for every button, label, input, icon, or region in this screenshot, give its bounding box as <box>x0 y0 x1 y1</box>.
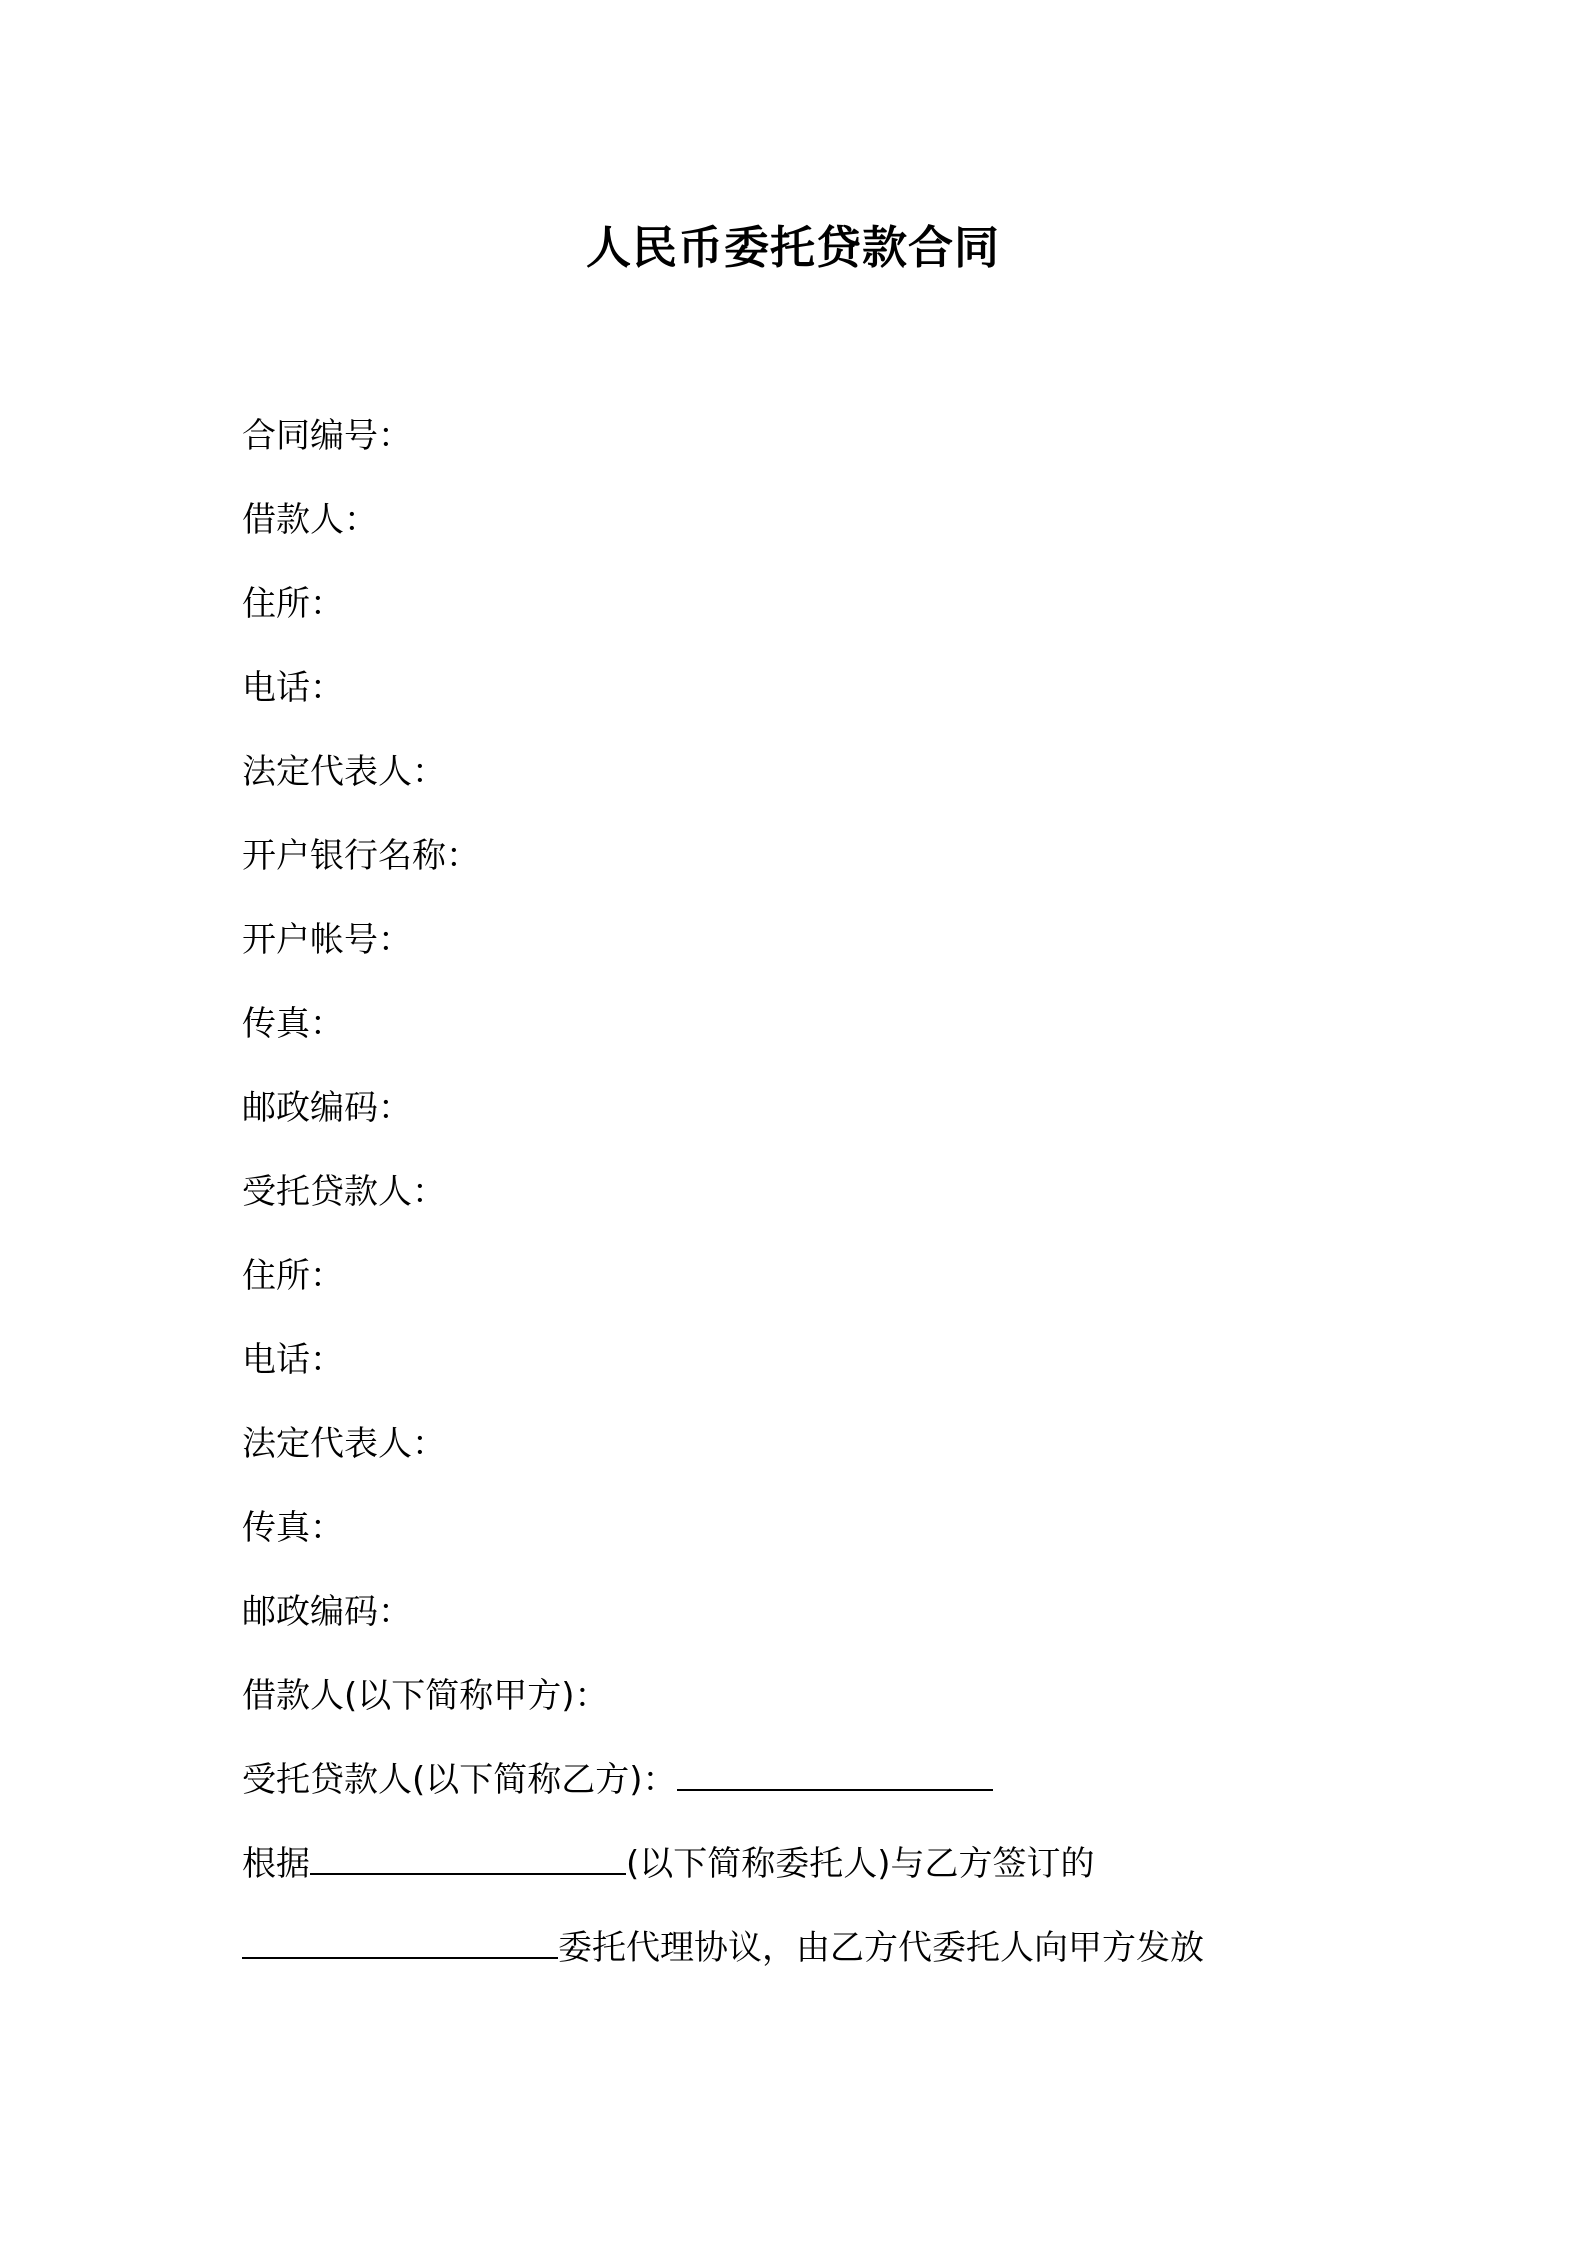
field-trustee-fax: 传真： <box>242 1508 344 1548</box>
field-borrower-legal-rep: 法定代表人： <box>242 752 446 792</box>
document-title: 人民币委托贷款合同 <box>585 221 1000 274</box>
field-borrower-postcode: 邮政编码： <box>242 1088 412 1128</box>
contract-fields <box>242 410 1392 2006</box>
field-trustee-lender: 受托贷款人： <box>242 1172 446 1212</box>
field-trustee-phone: 电话： <box>242 1340 344 1380</box>
clause-party-b <box>242 1754 1392 1838</box>
basis-prefix-text: 根据 <box>242 1844 310 1884</box>
party-b-label: 受托贷款人(以下简称乙方)： <box>242 1760 677 1800</box>
field-borrower-address: 住所： <box>242 584 344 624</box>
agreement-blank <box>242 1927 558 1959</box>
field-trustee-legal-rep: 法定代表人： <box>242 1424 446 1464</box>
field-trustee-postcode: 邮政编码： <box>242 1592 412 1632</box>
basis-middle-text: (以下简称委托人)与乙方签订的 <box>626 1844 1095 1884</box>
field-borrower-phone: 电话： <box>242 668 344 708</box>
clause-basis-line-2 <box>242 1922 1392 2006</box>
field-bank-account: 开户帐号： <box>242 920 412 960</box>
principal-blank <box>310 1843 626 1875</box>
field-party-a: 借款人(以下简称甲方)： <box>242 1676 609 1716</box>
basis-suffix-text: 委托代理协议，由乙方代委托人向甲方发放 <box>558 1928 1204 1968</box>
field-contract-number: 合同编号： <box>242 416 412 456</box>
field-borrower-fax: 传真： <box>242 1004 344 1044</box>
field-borrower: 借款人： <box>242 500 378 540</box>
clause-basis-line-1 <box>242 1838 1392 1922</box>
field-bank-name: 开户银行名称： <box>242 836 480 876</box>
field-trustee-address: 住所： <box>242 1256 344 1296</box>
party-b-blank <box>677 1759 993 1791</box>
